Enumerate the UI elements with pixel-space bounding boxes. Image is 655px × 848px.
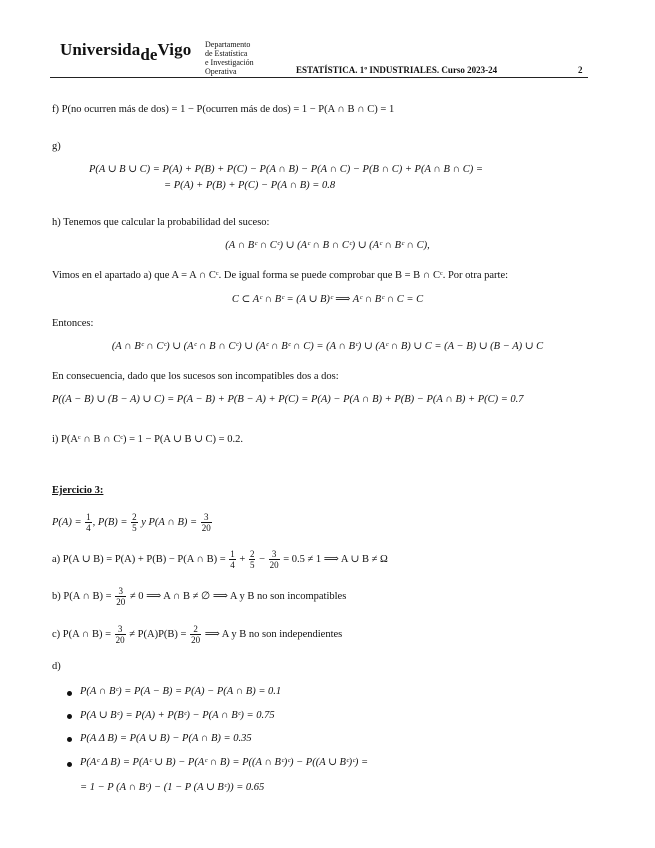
dept-line: Operativa	[205, 67, 237, 76]
bullet	[67, 762, 72, 767]
fraction: $\frac{2}{20}$	[191, 624, 201, 645]
fraction: $\frac{3}{20}$	[116, 586, 126, 607]
exercise-3-givens: P(A) = $\frac{1}{4}$ , P(B) = $\frac{2}{5}$ y P(A ∩ B) = $\frac{3}{20}$	[52, 512, 211, 533]
item-g-equation-1: P(A ∪ B ∪ C) = P(A) + P(B) + P(C) − P(A ∩ B) − P(A ∩ C) − P(B ∩ C) + P(A ∩ B ∩ C) =	[89, 164, 483, 175]
item-h-set: (A ∩ Bᶜ ∩ Cᶜ) ∪ (Aᶜ ∩ B ∩ Cᶜ) ∪ (Aᶜ ∩ Bᶜ ∩ C),	[225, 240, 430, 251]
item-g-label: g)	[52, 141, 61, 152]
logo-text-a: Universida	[60, 40, 141, 59]
exercise-3-b: b) P(A ∩ B) = $\frac{3}{20}$ ≠ 0 ⟹ A ∩ B ≠ ∅ ⟹ A y B no son incompatibles	[52, 586, 347, 607]
item-h-final: P((A − B) ∪ (B − A) ∪ C) = P(A − B) + P(B − A) + P(C) = P(A) − P(A ∩ B) + P(B) − P(A ∩ B) + P(C) = 0.7	[52, 394, 524, 405]
item-h-intro: h) Tenemos que calcular la probabilidad del suceso:	[52, 217, 270, 228]
header-rule	[50, 77, 588, 78]
d-item-4-continued: = 1 − P (A ∩ Bᶜ) − (1 − P (A ∪ Bᶜ)) = 0.65	[80, 782, 265, 793]
item-h-equation: (A ∩ Bᶜ ∩ Cᶜ) ∪ (Aᶜ ∩ B ∩ Cᶜ) ∪ (Aᶜ ∩ Bᶜ ∩ C) = (A ∩ Bᶜ) ∪ (Aᶜ ∩ B) ∪ C = (A − B) ∪ (B − A) ∪ C	[111, 341, 544, 352]
dept-line: de Estatística	[205, 49, 248, 58]
exercise-3-title: Ejercicio 3:	[52, 485, 104, 496]
logo-text-b: de	[140, 45, 158, 64]
item-h-entonces: Entonces:	[52, 318, 94, 329]
d-item-4: P(Aᶜ Δ B) = P(Aᶜ ∪ B) − P(Aᶜ ∩ B) = P((A ∩ Bᶜ)ᶜ) − P((A ∪ Bᶜ)ᶜ) =	[80, 757, 369, 768]
course-header: ESTATÍSTICA. 1º INDUSTRIALES. Curso 2023-24	[296, 65, 498, 75]
item-h-consequence: En consecuencia, dado que los sucesos son incompatibles dos a dos:	[52, 371, 339, 382]
fraction: $\frac{2}{5}$	[132, 512, 137, 533]
item-h-subset: C ⊂ Aᶜ ∩ Bᶜ = (A ∪ B)ᶜ ⟹ Aᶜ ∩ Bᶜ ∩ C = C	[231, 294, 424, 305]
fraction: $\frac{3}{20}$	[115, 624, 125, 645]
bullet	[67, 714, 72, 719]
bullet	[67, 737, 72, 742]
page-number: 2	[578, 65, 583, 75]
exercise-3-d-label: d)	[52, 661, 61, 672]
fraction: $\frac{3}{20}$	[201, 512, 211, 533]
item-i: i) P(Aᶜ ∩ B ∩ Cᶜ) = 1 − P(A ∪ B ∪ C) = 0.2.	[52, 434, 243, 445]
exercise-3-a: a) P(A ∪ B) = P(A) + P(B) − P(A ∩ B) = $\frac{1}{4}$ + $\frac{2}{5}$ − $\frac{3}{20}$ = 0.5 ≠ 1 ⟹ A ∪ B ≠ Ω	[52, 549, 388, 570]
exercise-3-c: c) P(A ∩ B) = $\frac{3}{20}$ ≠ P(A)P(B) = $\frac{2}{20}$ ⟹ A y B no son independientes	[52, 624, 343, 645]
dept-line: e Investigación	[205, 58, 254, 67]
department-name	[205, 40, 295, 76]
d-item-2: P(A ∪ Bᶜ) = P(A) + P(Bᶜ) − P(A ∩ Bᶜ) = 0.75	[80, 710, 275, 721]
item-f: f) P(no ocurren más de dos) = 1 − P(ocurren más de dos) = 1 − P(A ∩ B ∩ C) = 1	[52, 104, 395, 115]
d-item-1: P(A ∩ Bᶜ) = P(A − B) = P(A) − P(A ∩ B) = 0.1	[80, 686, 282, 697]
dept-line: Departamento	[205, 40, 251, 49]
logo-text-c: Vigo	[157, 40, 192, 59]
university-logo	[60, 40, 192, 64]
fraction: $\frac{1}{4}$	[86, 512, 91, 533]
bullet	[67, 691, 72, 696]
item-h-vimos: Vimos en el apartado a) que A = A ∩ Cᶜ. De igual forma se puede comprobar que B = B ∩ Cᶜ. Por otra parte:	[52, 270, 509, 281]
fraction: $\frac{3}{20}$	[269, 549, 279, 570]
d-item-3: P(A Δ B) = P(A ∪ B) − P(A ∩ B) = 0.35	[80, 733, 252, 744]
fraction: $\frac{1}{4}$	[230, 549, 235, 570]
item-g-equation-2: = P(A) + P(B) + P(C) − P(A ∩ B) = 0.8	[164, 180, 336, 191]
fraction: $\frac{2}{5}$	[249, 549, 255, 570]
